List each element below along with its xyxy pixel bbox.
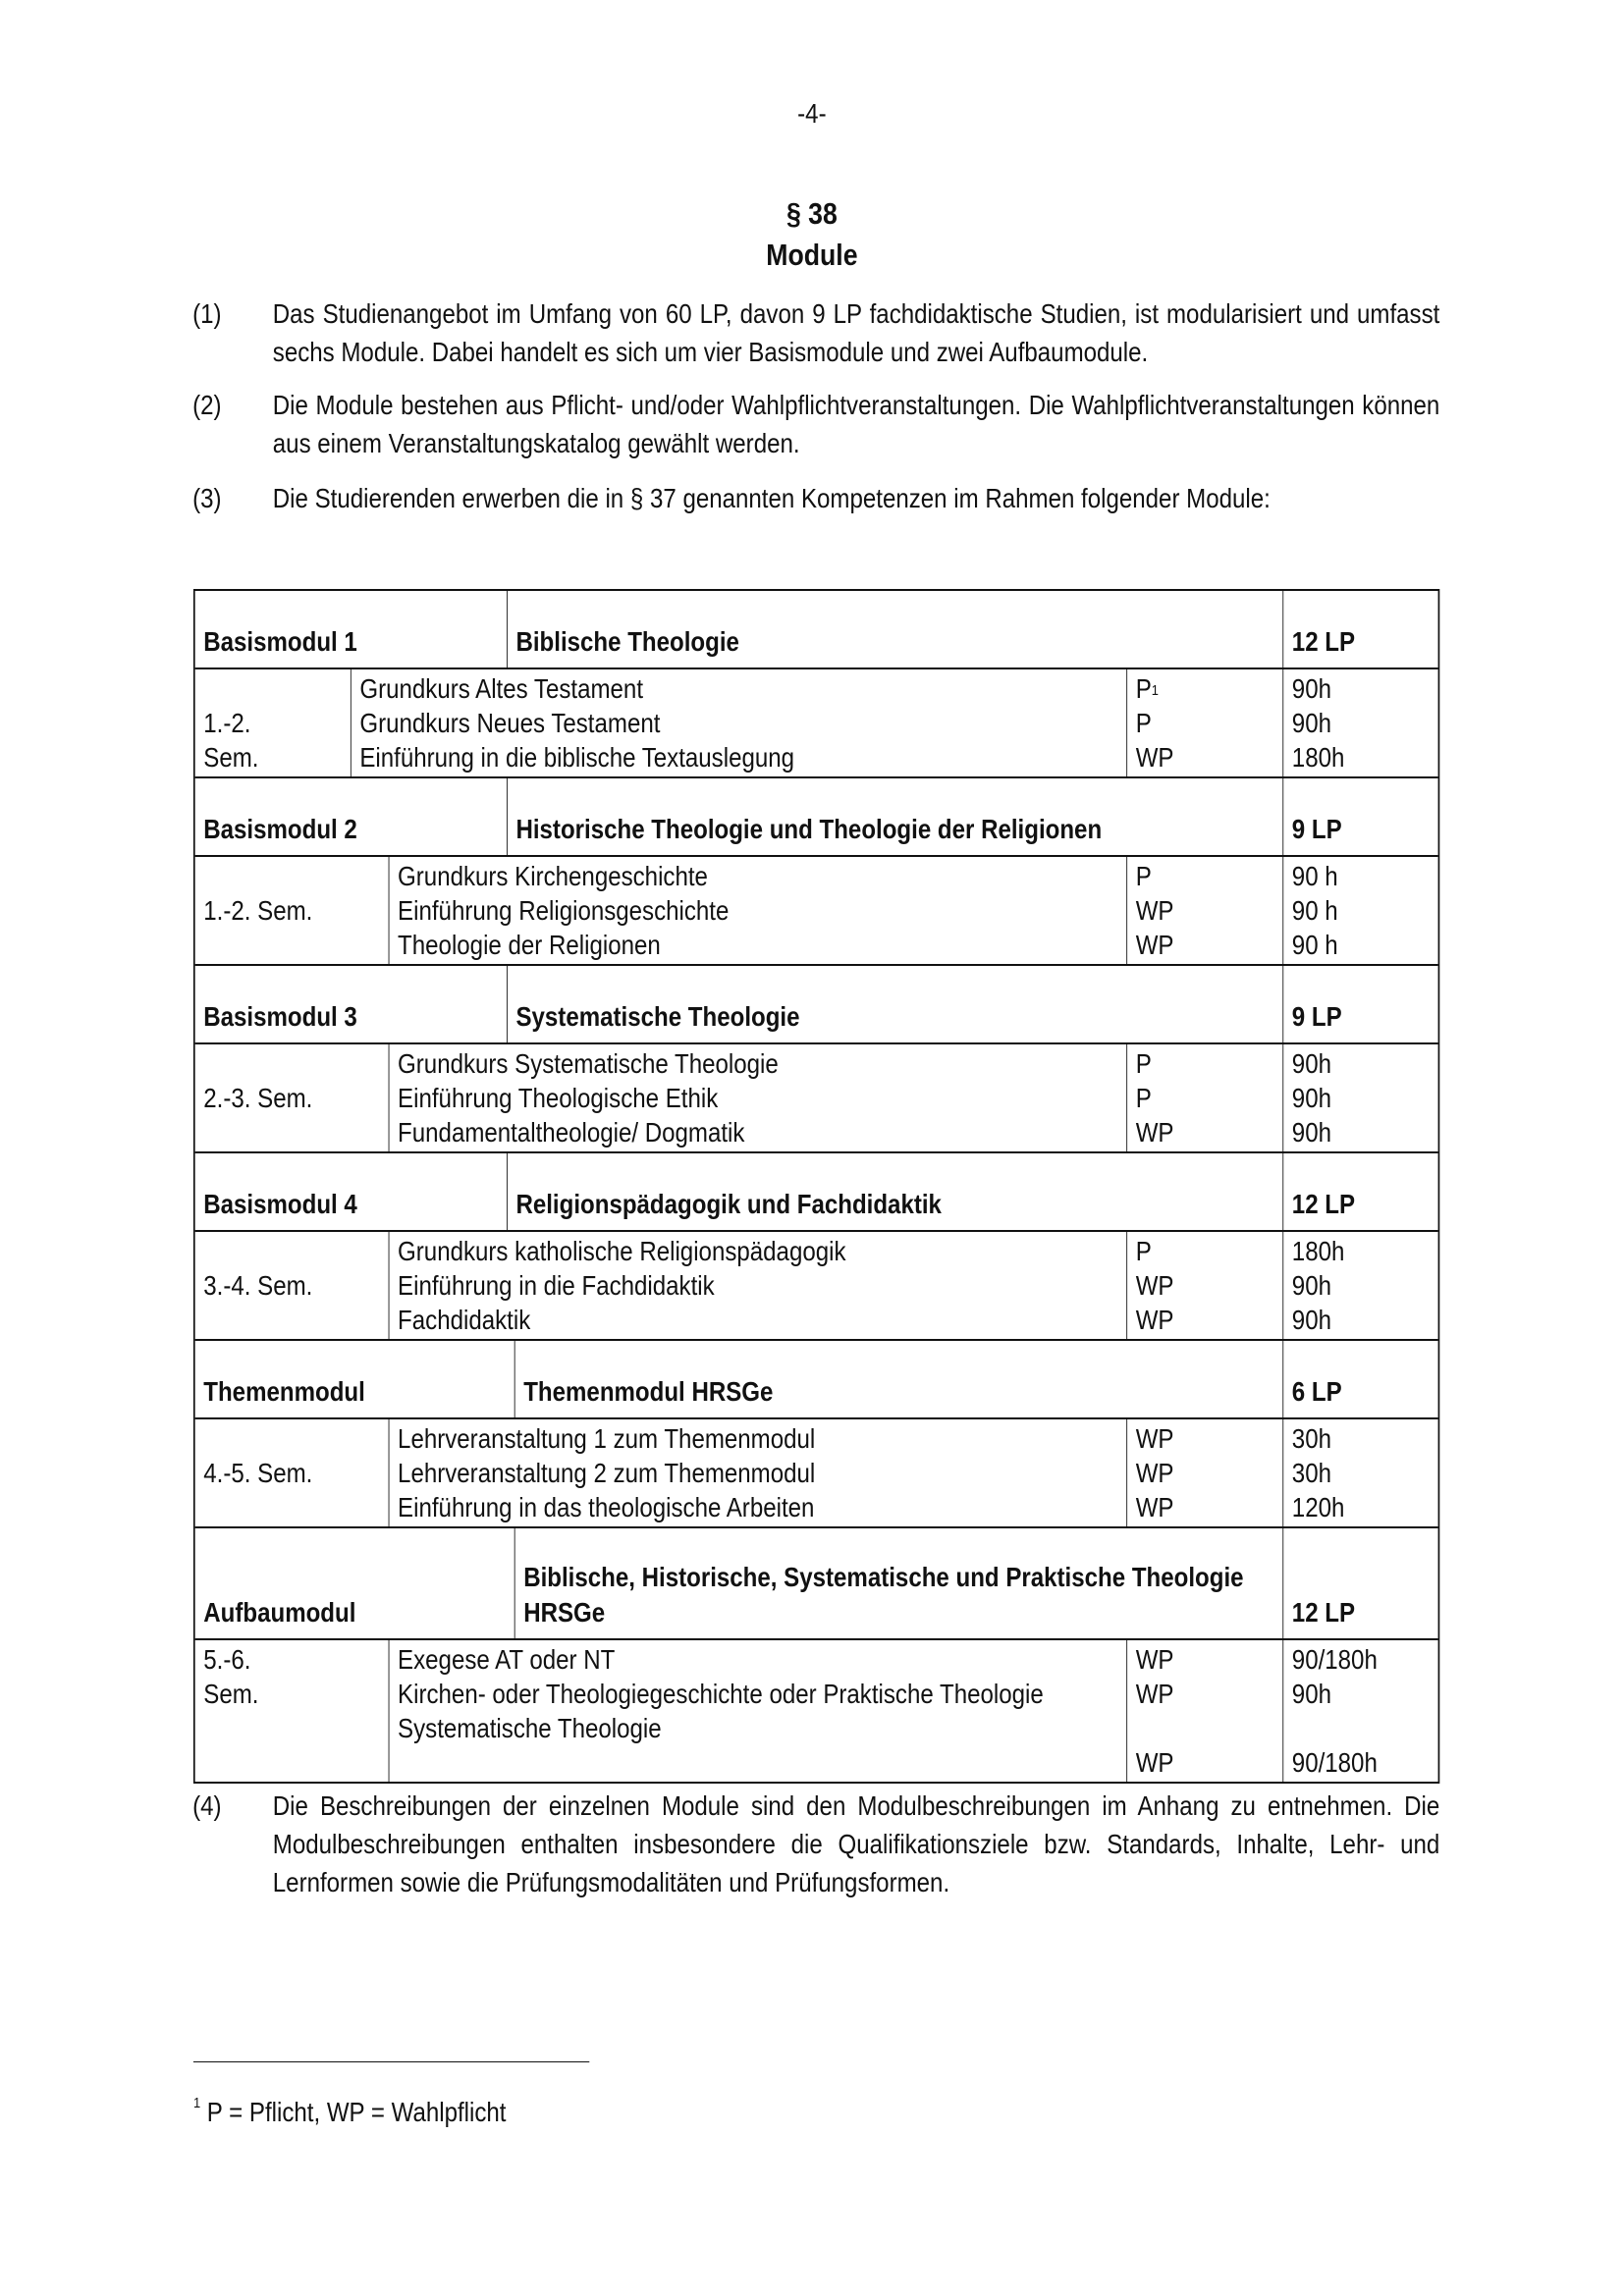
course-name: Einführung in die Fachdidaktik: [398, 1270, 715, 1301]
course-workload: 90h: [1291, 1117, 1331, 1148]
course-name: Grundkurs katholische Religionspädagogik: [398, 1236, 846, 1266]
course-list: [389, 1640, 1127, 1782]
course-name: Lehrveranstaltung 1 zum Themenmodul: [398, 1423, 816, 1454]
course-types: [1127, 1232, 1283, 1339]
course-type-label: WP: [1135, 1117, 1174, 1148]
course-workload: 90h: [1291, 1270, 1331, 1301]
footnote-reference: 1: [1151, 682, 1159, 699]
course-type: [1136, 1456, 1274, 1490]
course-name: Grundkurs Neues Testament: [359, 708, 661, 738]
module-name: Basismodul 3: [195, 966, 508, 1042]
course-workload: 90h: [1291, 1679, 1331, 1709]
course-type-label: WP: [1135, 1644, 1174, 1675]
course-hours: [1283, 669, 1437, 776]
course-workload: 90 h: [1291, 861, 1338, 891]
course-type: [1136, 1303, 1274, 1337]
course-type: [1136, 740, 1274, 774]
course-list: [389, 1232, 1127, 1339]
course-workload: 90h: [1291, 673, 1331, 704]
paragraph-number: (3): [192, 483, 222, 513]
course-type-label: WP: [1135, 1305, 1174, 1335]
course-type-label: P: [1135, 673, 1152, 704]
course-workload: 180h: [1291, 1236, 1345, 1266]
course-hours: [1283, 857, 1437, 964]
course-type: [1136, 1490, 1274, 1524]
course-type: [1136, 893, 1274, 928]
course-type: [1136, 1677, 1274, 1711]
course-type-label: P: [1135, 708, 1152, 738]
course-workload: 90/180h: [1291, 1747, 1378, 1778]
module-title: Historische Theologie und Theologie der Religionen: [508, 778, 1283, 855]
course-type: [1136, 1046, 1274, 1081]
semester: 4.-5. Sem.: [195, 1419, 390, 1526]
module-header-row: [195, 778, 1438, 857]
course-hours: [1283, 1640, 1437, 1782]
footnote-text: P = Pflicht, WP = Wahlpflicht: [206, 2097, 507, 2127]
course-name: Fachdidaktik: [398, 1305, 531, 1335]
course-type: [1136, 1745, 1274, 1780]
course-type: [1136, 1642, 1274, 1677]
course-name: Einführung Religionsgeschichte: [398, 895, 730, 926]
course-hours: [1283, 1419, 1437, 1526]
footnote: [193, 2097, 507, 2128]
module-courses-row: [195, 669, 1438, 778]
module-credits: 9 LP: [1291, 814, 1342, 844]
course-type-label: P: [1135, 1048, 1152, 1079]
course-workload: 90 h: [1291, 895, 1338, 926]
course-name: Kirchen- oder Theologiegeschichte oder Praktische Theologie: [398, 1679, 1044, 1709]
course-type-label: WP: [1135, 1492, 1174, 1522]
course-workload: 90/180h: [1291, 1644, 1378, 1675]
module-courses-row: [195, 1419, 1438, 1528]
semester: 3.-4. Sem.: [195, 1232, 390, 1339]
module-courses-row: [195, 1232, 1438, 1341]
module-courses-row: [195, 1640, 1438, 1782]
course-type: [1136, 1268, 1274, 1303]
course-type: [1136, 928, 1274, 962]
semester: 1.-2. Sem.: [195, 857, 390, 964]
module-title: Biblische Theologie: [508, 591, 1283, 667]
semester: 1.-2. Sem.: [195, 669, 352, 776]
course-workload: 90h: [1291, 1305, 1331, 1335]
footnote-number: 1: [192, 2095, 201, 2111]
course-name: Einführung in das theologische Arbeiten: [398, 1492, 815, 1522]
module-name: Basismodul 2: [195, 778, 508, 855]
paragraph-3: [192, 479, 1439, 517]
semester: 5.-6. Sem.: [195, 1640, 390, 1782]
course-workload: 30h: [1291, 1458, 1331, 1488]
course-types: [1127, 669, 1283, 776]
paragraph-number: (4): [192, 1790, 222, 1821]
module-title: Biblische, Historische, Systematische und Praktische Theologie HRSGe: [515, 1528, 1284, 1638]
module-header-row: [195, 1528, 1438, 1640]
course-workload: 90h: [1291, 1048, 1331, 1079]
course-type: [1136, 1081, 1274, 1115]
course-type-label: WP: [1135, 742, 1174, 773]
section-number: § 38: [785, 196, 838, 231]
module-header-row: [195, 966, 1438, 1044]
paragraph-number: (2): [192, 390, 222, 420]
semester: 2.-3. Sem.: [195, 1044, 390, 1151]
module-header-row: [195, 1153, 1438, 1232]
course-type-label: P: [1135, 861, 1152, 891]
course-type: [1136, 1711, 1274, 1745]
course-list: [389, 1419, 1127, 1526]
module-credits: 6 LP: [1291, 1376, 1342, 1407]
course-name: Exegese AT oder NT: [398, 1644, 616, 1675]
course-type-label: WP: [1135, 1458, 1174, 1488]
course-name: [398, 1745, 1118, 1780]
paragraph-text: Das Studienangebot im Umfang von 60 LP, davon 9 LP fachdidaktische Studien, ist modularisiert und umfasst sechs Module. Dabei handelt es sich um vier Basismodule und zwei Aufbaumodule.: [272, 298, 1440, 367]
course-type-label: WP: [1135, 1679, 1174, 1709]
course-type-label: WP: [1135, 930, 1174, 960]
module-courses-row: [195, 1044, 1438, 1153]
module-credits: 12 LP: [1291, 1189, 1356, 1219]
paragraph-1: [192, 294, 1439, 371]
course-type: [1136, 706, 1274, 740]
course-types: [1127, 1640, 1283, 1782]
course-workload: 90h: [1291, 708, 1331, 738]
course-workload: 30h: [1291, 1423, 1331, 1454]
paragraph-text: Die Studierenden erwerben die in § 37 genannten Kompetenzen im Rahmen folgender Module:: [272, 483, 1271, 513]
module-credits: 9 LP: [1291, 1001, 1342, 1032]
course-hours: [1283, 1232, 1437, 1339]
course-name: Fundamentaltheologie/ Dogmatik: [398, 1117, 745, 1148]
course-types: [1127, 857, 1283, 964]
course-list: [352, 669, 1127, 776]
course-workload: 90h: [1291, 1083, 1331, 1113]
module-credits: 12 LP: [1291, 1597, 1356, 1628]
course-workload: 180h: [1291, 742, 1345, 773]
module-name: Basismodul 4: [195, 1153, 508, 1230]
course-list: [389, 1044, 1127, 1151]
footnote-separator: [193, 2061, 589, 2062]
paragraph-text: Die Beschreibungen der einzelnen Module sind den Modulbeschreibungen im Anhang zu entnehmen. Die Modulbeschreibungen enthalten insbesondere die Qualifikationsziele bzw. Standards, Inhalte, Lehr- und Lernformen sowie die Prüfungsmodalitäten und Prüfungsformen.: [272, 1790, 1440, 1897]
course-type: [1136, 1115, 1274, 1149]
paragraph-2: [192, 386, 1439, 462]
course-name: Grundkurs Kirchengeschichte: [398, 861, 708, 891]
module-title: Religionspädagogik und Fachdidaktik: [508, 1153, 1283, 1230]
course-workload: 90 h: [1291, 930, 1338, 960]
module-name: Basismodul 1: [195, 591, 508, 667]
course-type: [1136, 859, 1274, 893]
course-hours: [1283, 1044, 1437, 1151]
course-type-label: WP: [1135, 895, 1174, 926]
course-type: [1136, 671, 1274, 706]
course-name: Systematische Theologie: [398, 1713, 662, 1743]
course-type-label: P: [1135, 1236, 1152, 1266]
course-types: [1127, 1419, 1283, 1526]
course-type-label: WP: [1135, 1423, 1174, 1454]
course-types: [1127, 1044, 1283, 1151]
paragraph-4: [192, 1787, 1439, 1901]
paragraph-text: Die Module bestehen aus Pflicht- und/oder Wahlpflichtveranstaltungen. Die Wahlpflichtveranstaltungen können aus einem Veranstaltungskatalog gewählt werden.: [272, 390, 1440, 458]
module-name: Themenmodul: [195, 1341, 515, 1417]
course-type-label: P: [1135, 1083, 1152, 1113]
course-name: Einführung Theologische Ethik: [398, 1083, 719, 1113]
course-type-label: WP: [1135, 1747, 1174, 1778]
module-title: Themenmodul HRSGe: [515, 1341, 1284, 1417]
module-credits: 12 LP: [1291, 626, 1356, 657]
course-name: Einführung in die biblische Textauslegung: [359, 742, 795, 773]
paragraph-number: (1): [192, 298, 222, 329]
course-type-label: WP: [1135, 1270, 1174, 1301]
module-header-row: [195, 591, 1438, 669]
module-title: Systematische Theologie: [508, 966, 1283, 1042]
module-header-row: [195, 1341, 1438, 1419]
section-title: Module: [766, 238, 858, 272]
course-name: Grundkurs Altes Testament: [359, 673, 644, 704]
course-list: [389, 857, 1127, 964]
page-number: -4-: [797, 98, 827, 129]
module-name: Aufbaumodul: [195, 1528, 515, 1638]
course-type: [1136, 1234, 1274, 1268]
course-name: Grundkurs Systematische Theologie: [398, 1048, 779, 1079]
course-name: Lehrveranstaltung 2 zum Themenmodul: [398, 1458, 816, 1488]
course-workload: 120h: [1291, 1492, 1345, 1522]
course-workload: [1292, 1711, 1430, 1745]
modules-table: [193, 589, 1439, 1784]
course-type: [1136, 1421, 1274, 1456]
module-courses-row: [195, 857, 1438, 966]
course-name: Theologie der Religionen: [398, 930, 661, 960]
